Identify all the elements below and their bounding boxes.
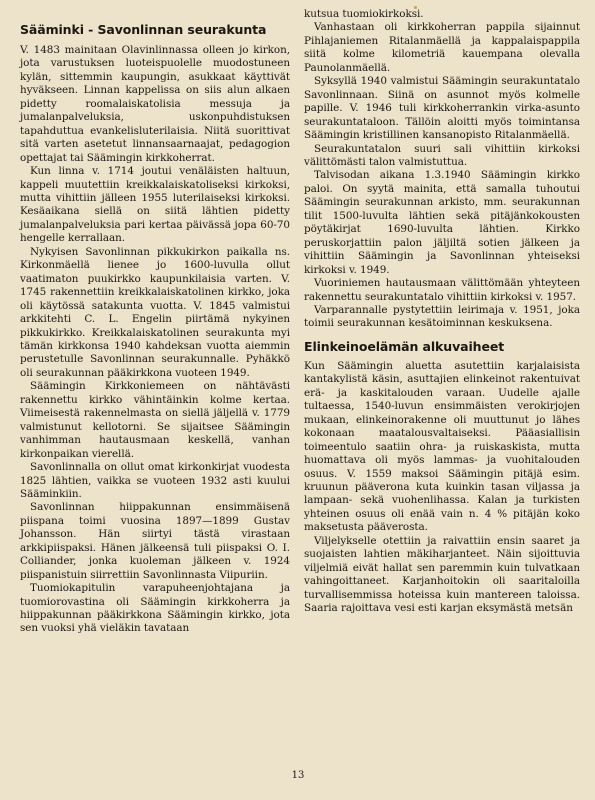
paragraph: Syksyllä 1940 valmistui Säämingin seurakuntatalo Savonlinnaan. Siinä on asunnot myös kolmelle papille. V. 1946 tuli kirkkoherrankin virka-asunto seurakuntataloon. Tällöin aloitti myös toimintansa Säämingin kristillinen kansanopisto Ritalanmäellä. — [304, 75, 580, 142]
paragraph: Kun linna v. 1714 joutui venäläisten haltuun, kappeli muutettiin kreikkalaiskatoliseksi kirkoksi, mutta vihittiin jälleen 1955 luterilaiseksi kirkoksi. Kesäaikana siellä on siitä lähtien pidetty jumalanpalveluksia pari kertaa päivässä jopa 60-70 hengelle kerrallaan. — [20, 165, 290, 245]
paragraph: Viljelykselle otettiin ja raivattiin ensin saaret ja suojaisten lahtien mäkiharjanteet. Näin sijoittuvia viljelmiä eivät hallat sen paremmin kuin tulvatkaan vahingoittaneet. Karjanhoitokin oli saaritaloilla turvallisemmissa hoteissa kuin mantereen taloissa. Saaria rajoittava vesi esti karjan eksymästä metsän — [304, 534, 580, 615]
paragraph: Kun Säämingin aluetta asutettiin karjalaisista kantakylistä käsin, asuttajien elinkeinot rakentuivat erä- ja kaskitalouden varaan. Uudelle ajalle tultaessa, 1540-luvun ensimmäisten verokirjojen mukaan, elinkeinorakenne oli muuttunut jo lähes kokonaan maatalousvaltaiseksi. Pääasiallisin toimeentulo saatiin ohra- ja ruiskaskista, mutta huomattava oli myös lammas- ja vuohitalouden osuus. V. 1559 maksoi Säämingin pitäjä esim. kruunun pääverona kuta kuinkin tasan viljassa ja lampaan- sekä vuohenlihassa. Kalan ja turkisten yhteinen osuus oli enää vain n. 4 % pitäjän koko maksetusta pääverosta. — [304, 359, 580, 534]
page-number: 13 — [291, 770, 305, 781]
paragraph-continuation: kutsua tuomiokirkoksi. — [304, 8, 424, 20]
paragraph: V. 1483 mainitaan Olavinlinnassa olleen jo kirkon, jota varustuksen luoteispuolelle muodostuneen kylän, sittemmin kaupungin, asukkaat käyttivät hyväkseen. Linnan kappelissa on siis alun alkaen pidetty roomalaiskatolisia messuja ja jumalanpalveluksia, uskonpuhdistuksen tapahduttua evankelisluterilaisia. Niitä suorittivat sitä varten asetetut linnansaarnaajat, pedagogion opettajat tai Säämingin kirkkoherrat. — [20, 44, 290, 164]
paragraph: Nykyisen Savonlinnan pikkukirkon paikalla ns. Kirkonmäellä lienee jo 1600-luvulla ollut vaatimaton puukirkko kaupunkilaisia varten. V. 1745 rakennettiin kreikkalaiskatolinen kirkko, joka oli käytössä satakunta vuotta. V. 1845 valmistui arkkitehti C. L. Engelin piirtämä nykyinen pikkukirkko. Kreikkalaiskatolinen seurakunta myi tämän kirkkonsa 1940 kahdeksan vuotta aiemmin perustetulle Savonlinnan seurakunnalle. Pyhäkkö oli seurakunnan pääkirkkona vuoteen 1949. — [20, 245, 290, 379]
paragraph: Talvisodan aikana 1.3.1940 Säämingin kirkko paloi. On syytä mainita, että samalla tuhoutui Säämingin seurakunnan arkisto, mm. seurakunnan tilit 1500-luvulta lähtien sekä pitäjänkokousten pöytäkirjat 1690-luvulta lähtien. Kirkko peruskorjattiin palon jäljiltä sotien jälkeen ja vihittiin Säämingin ja Savonlinnan yhteiseksi kirkoksi v. 1949. — [304, 169, 580, 276]
section-heading-elinkeinoelama: Elinkeinoelämän alkuvaiheet — [304, 338, 505, 354]
paragraph: Savonlinnan hiippakunnan ensimmäisenä piispana toimi vuosina 1897—1899 Gustav Johansson. Hän siirtyi tästä virastaan arkkipiispaksi. Hänen jälkeensä tuli piispaksi O. I. Colliander, jonka kuoleman jälkeen v. 1924 piispanistuin siirrettiin Savonlinnasta Viipuriin. — [20, 501, 290, 581]
right-column — [304, 8, 580, 615]
paragraph: Vanhastaan oli kirkkoherran pappila sijainnut Pihlajaniemen Ritalanmäellä ja kappalaispappila siitä kolme kilometriä kauempana olevalla Paunolanmäellä. — [304, 21, 580, 74]
left-column — [20, 22, 290, 636]
paragraph: Vuoriniemen hautausmaan välittömään yhteyteen rakennettu seurakuntatalo vihittiin kirkoksi v. 1957. — [304, 277, 580, 303]
section-heading-saaminki: Sääminki - Savonlinnan seurakunta — [20, 22, 267, 37]
paragraph: Savonlinnalla on ollut omat kirkonkirjat vuodesta 1825 lähtien, vaikka se vuoteen 1932 asti kuului Sääminkiin. — [20, 461, 290, 500]
paragraph: Tuomiokapitulin varapuheenjohtajana ja tuomiorovastina oli Säämingin kirkkoherra ja hiippakunnan pääkirkkona Säämingin kirkko, jota sen vuoksi yhä vieläkin tavataan — [20, 582, 290, 635]
paragraph: Seurakuntatalon suuri sali vihittiin kirkoksi välittömästi talon valmistuttua. — [304, 142, 580, 168]
paragraph: Säämingin Kirkkoniemeen on nähtävästi rakennettu kirkko vähintäinkin kolme kertaa. Viimeisestä rakennelmasta on siellä jäljellä v. 1779 valmistunut kellotorni. Se sijaitsee Säämingin vanhimman hautausmaan keskellä, vanhan kirkonpaikan vierellä. — [20, 380, 290, 460]
paragraph: Varparannalle pystytettiin leirimaja v. 1951, joka toimii seurakunnan kesätoiminnan keskuksena. — [304, 303, 580, 330]
